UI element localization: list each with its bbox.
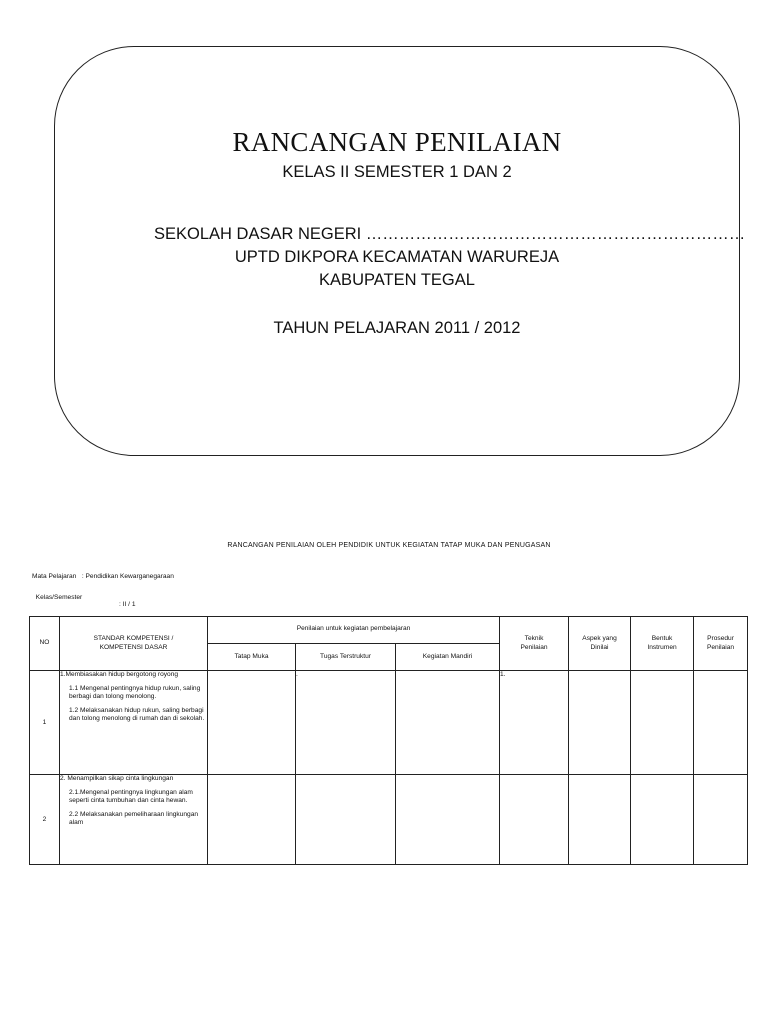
row-kd-item: 1.1 Mengenal pentingnya hidup rukun, saling berbagi dan tolong menolong. bbox=[69, 684, 201, 701]
header-sk: STANDAR KOMPETENSI / KOMPETENSI DASAR bbox=[60, 617, 208, 671]
meta-mapel: Mata Pelajaran : Pendidikan Kewarganegaraan bbox=[32, 573, 174, 580]
cover-title: RANCANGAN PENILAIAN bbox=[232, 127, 562, 157]
cell-tugas: . bbox=[296, 671, 396, 775]
cover-frame bbox=[54, 46, 746, 456]
cell-tatap-muka bbox=[208, 671, 296, 775]
cell-bentuk bbox=[631, 671, 694, 775]
cell-aspek bbox=[569, 775, 631, 865]
header-tatap-muka: Tatap Muka bbox=[208, 644, 296, 671]
header-teknik: Teknik Penilaian bbox=[500, 617, 569, 671]
cell-prosedur bbox=[694, 671, 748, 775]
cover-uptd: UPTD DIKPORA KECAMATAN WARUREJA bbox=[234, 248, 560, 266]
table-title: RANCANGAN PENILAIAN OLEH PENDIDIK UNTUK KEGIATAN TATAP MUKA DAN PENUGASAN bbox=[227, 542, 551, 549]
table-row bbox=[30, 671, 748, 775]
header-no: NO bbox=[30, 617, 60, 671]
meta-kelas-label: Kelas/Semester bbox=[35, 594, 83, 601]
cell-tugas bbox=[296, 775, 396, 865]
cell-mandiri bbox=[396, 671, 500, 775]
cover-kabupaten: KABUPATEN TEGAL bbox=[319, 271, 475, 289]
cover-tahun: TAHUN PELAJARAN 2011 / 2012 bbox=[273, 319, 521, 337]
cell-mandiri bbox=[396, 775, 500, 865]
meta-kelas-value: : II / 1 bbox=[119, 601, 136, 608]
header-row bbox=[30, 617, 748, 644]
header-mandiri: Kegiatan Mandiri bbox=[396, 644, 500, 671]
row-kd-item: 2.1.Mengenal pentingnya lingkungan alam seperti cinta tumbuhan dan cinta hewan. bbox=[69, 788, 193, 805]
row-sk: 1.Membiasakan hidup bergotong royong bbox=[60, 671, 179, 678]
meta-kelas bbox=[32, 587, 136, 608]
cell-bentuk bbox=[631, 775, 694, 865]
table-row bbox=[30, 775, 748, 865]
row-sk: 2. Menampilkan sikap cinta lingkungan bbox=[60, 775, 174, 782]
row-kd bbox=[60, 775, 208, 865]
header-tugas: Tugas Terstruktur bbox=[296, 644, 396, 671]
row-no: 1 bbox=[30, 671, 60, 775]
cell-teknik bbox=[500, 775, 569, 865]
row-kd-item: 1.2 Melaksanakan hidup rukun, saling berbagi dan tolong menolong di rumah dan di sekolah. bbox=[69, 706, 205, 723]
header-prosedur: Prosedur Penilaian bbox=[694, 617, 748, 671]
cell-prosedur bbox=[694, 775, 748, 865]
cell-aspek bbox=[569, 671, 631, 775]
row-no: 2 bbox=[30, 775, 60, 865]
cell-teknik: 1. bbox=[500, 671, 569, 775]
header-aspek: Aspek yang Dinilai bbox=[569, 617, 631, 671]
assessment-table bbox=[29, 616, 748, 865]
cell-tatap-muka bbox=[208, 775, 296, 865]
row-kd-item: 2.2 Melaksanakan pemeliharaan lingkungan alam bbox=[69, 810, 199, 827]
cover-school: SEKOLAH DASAR NEGERI …………………………………………………………… bbox=[154, 225, 746, 243]
row-kd bbox=[60, 671, 208, 775]
cover-subtitle: KELAS II SEMESTER 1 DAN 2 bbox=[282, 163, 512, 181]
header-penilaian: Penilaian untuk kegiatan pembelajaran bbox=[208, 617, 500, 644]
header-bentuk: Bentuk Instrumen bbox=[631, 617, 694, 671]
